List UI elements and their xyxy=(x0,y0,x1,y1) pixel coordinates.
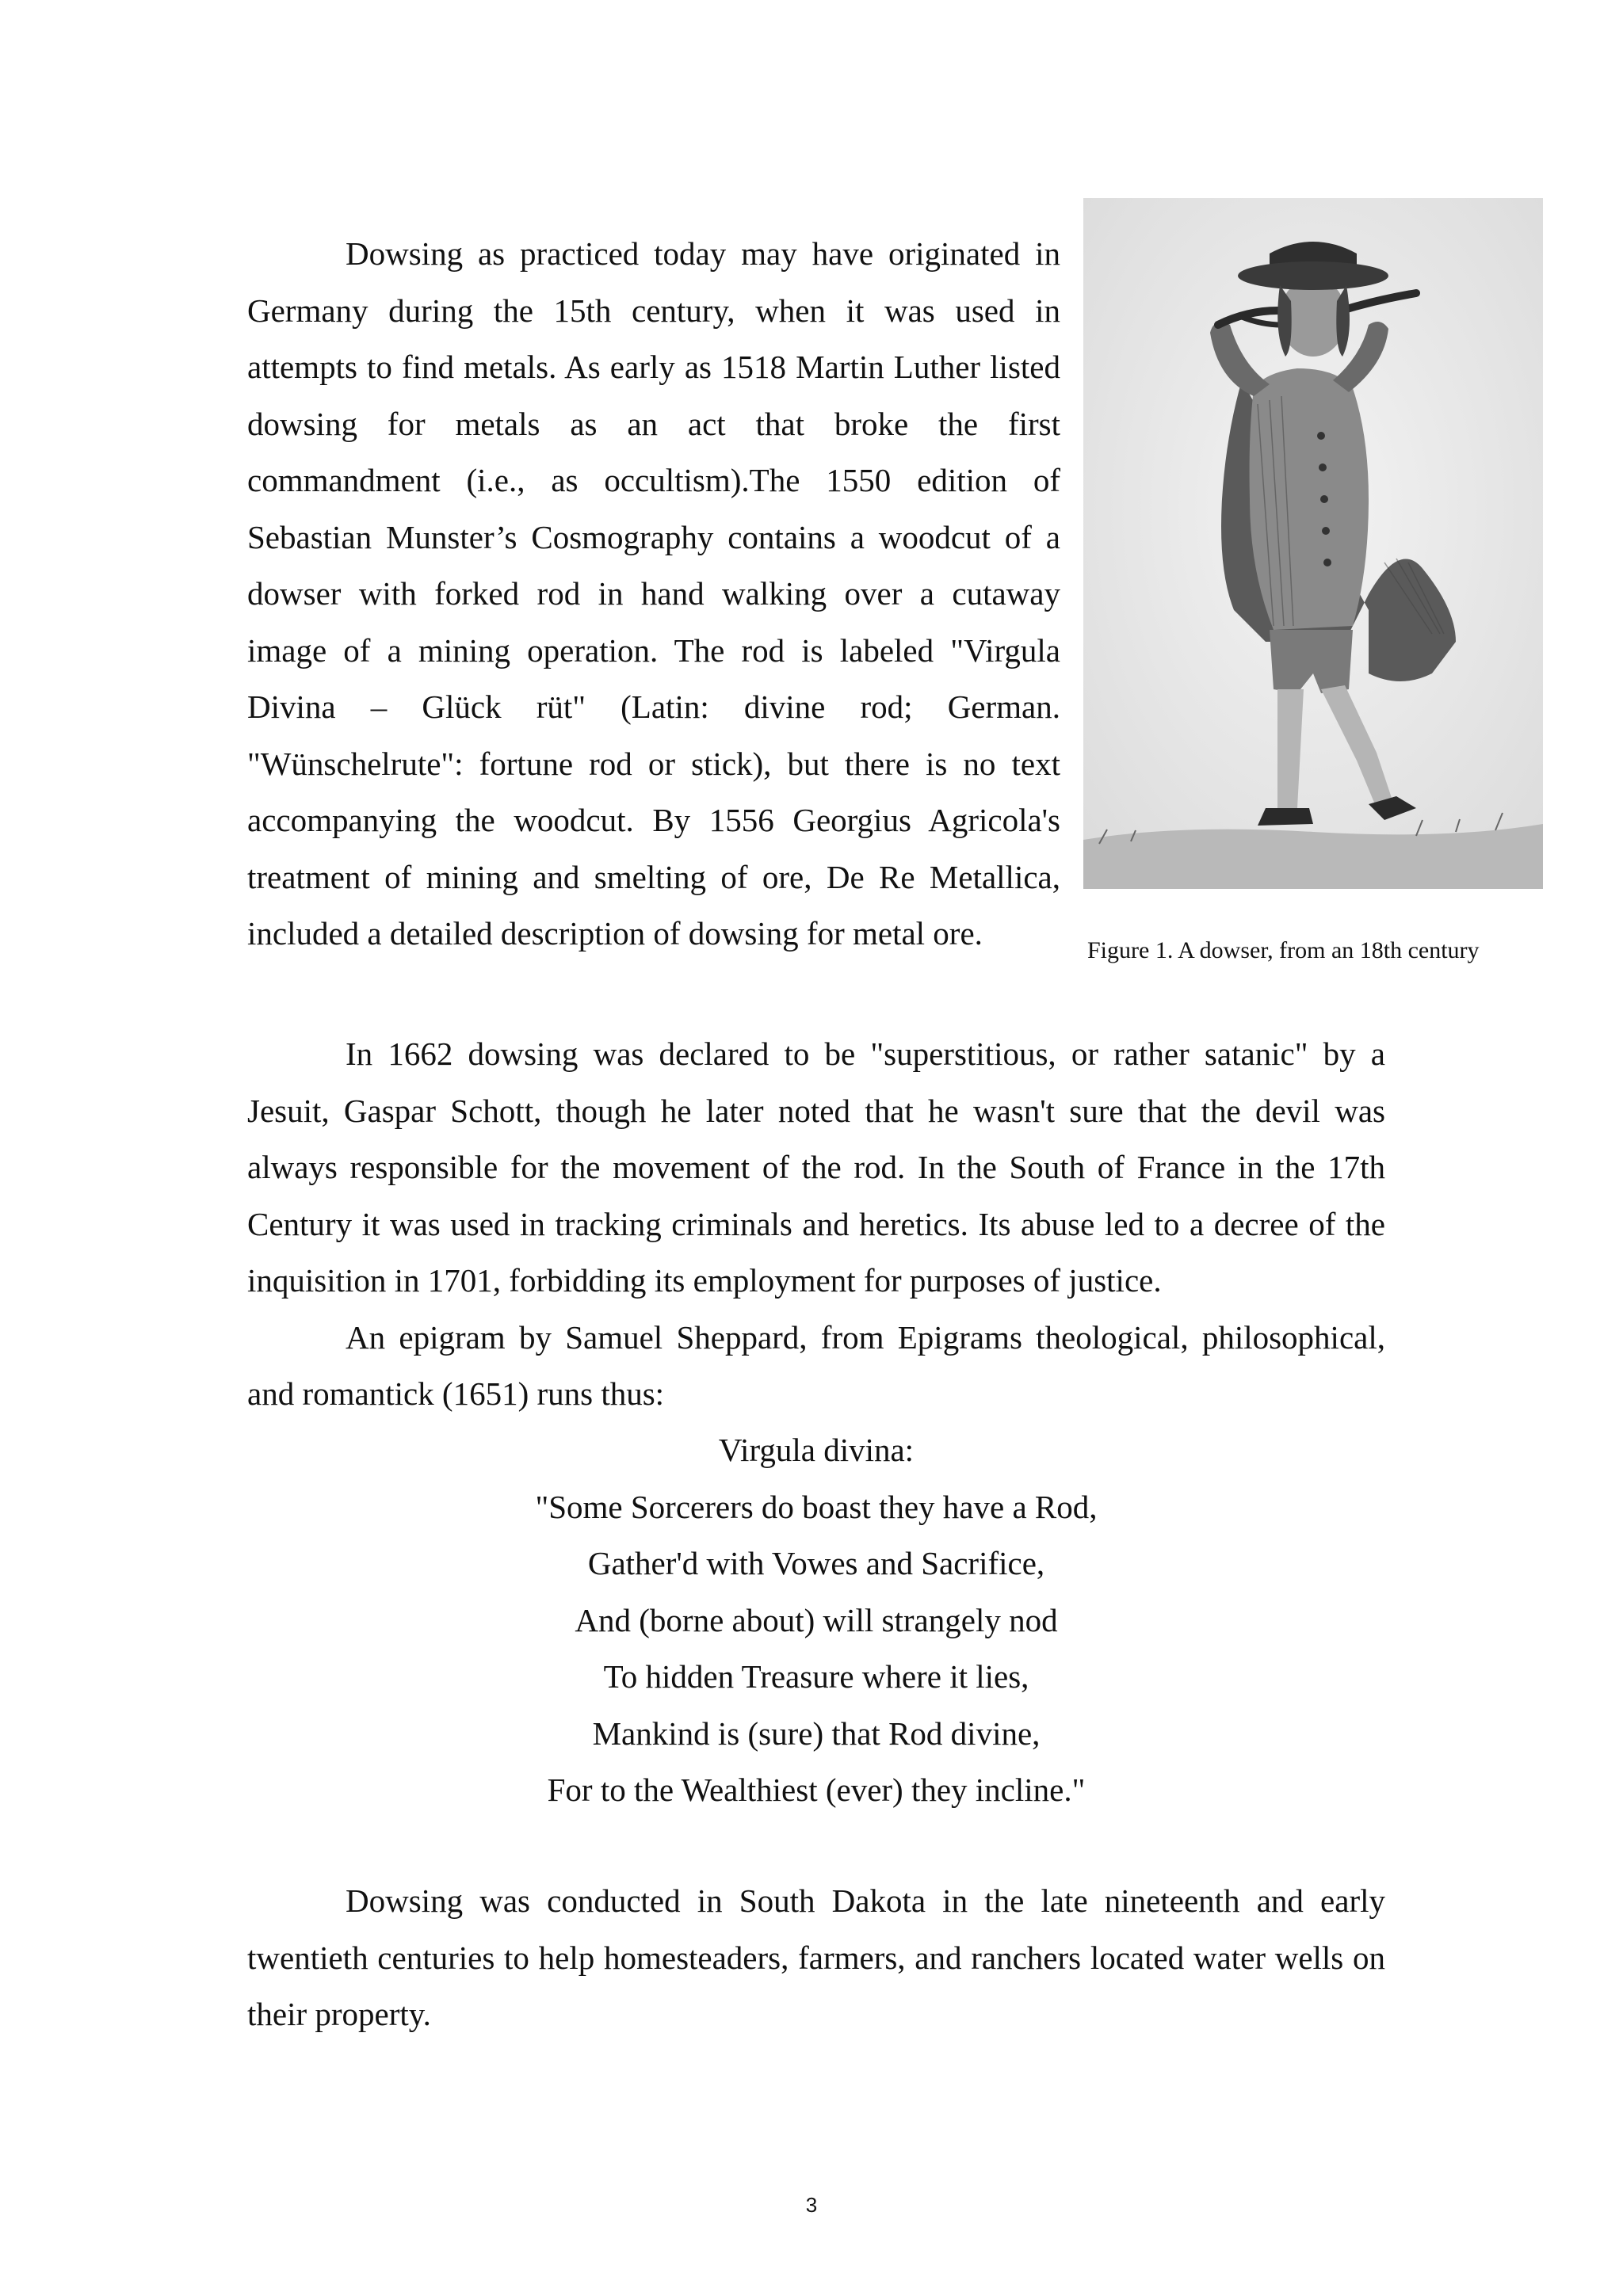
paragraph-south-dakota: Dowsing was conducted in South Dakota in the late nineteenth and early twentieth centuries to help homesteaders, farmers, and ranchers located water wells on their property. xyxy=(247,1882,1385,2032)
dowser-engraving-image xyxy=(1083,198,1543,889)
dowser-illustration xyxy=(1083,198,1543,889)
poem-line: Gather'd with Vowes and Sacrifice, xyxy=(587,1545,1045,1581)
epigram-poem xyxy=(247,1422,1385,1819)
poem-line: Virgula divina: xyxy=(718,1432,915,1468)
paragraph-epigram-intro: An epigram by Samuel Sheppard, from Epigrams theological, philosophical, and romantick (1651) runs thus: xyxy=(247,1318,1385,1412)
page-number: 3 xyxy=(805,2193,818,2217)
figure-caption: Figure 1. A dowser, from an 18th century xyxy=(1087,937,1480,963)
poem-line: To hidden Treasure where it lies, xyxy=(603,1658,1029,1695)
poem-line: Mankind is (sure) that Rod divine, xyxy=(592,1714,1041,1752)
poem-line: For to the Wealthiest (ever) they incline." xyxy=(547,1772,1086,1808)
paragraph-1662: In 1662 dowsing was declared to be "superstitious, or rather satanic" by a Jesuit, Gaspar Schott, though he later noted that he wasn't sure that the devil was always responsible for the movement of the rod. In the South of France in the 17th Century it was used in tracking criminals and heretics. Its abuse led to a decree of the inquisition in 1701, forbidding its employment for purposes of justice. xyxy=(247,1035,1385,1299)
body-section xyxy=(247,1026,1385,1423)
poem-line: "Some Sorcerers do boast they have a Rod, xyxy=(535,1488,1098,1525)
poem-line: And (borne about) will strangely nod xyxy=(575,1601,1058,1638)
paragraph-dowsing-origins: Dowsing as practiced today may have originated in Germany during the 15th century, when it was used in attempts to find metals. As early as 1518 Martin Luther listed dowsing for metals as an act that broke the first commandment (i.e., as occultism).The 1550 edition of Sebastian Munster’s Cosmography contains a woodcut of a dowser with forked rod in hand walking over a cutaway image of a mining operation. The rod is labeled "Virgula Divina – Glück rüt" (Latin: divine rod; German. "Wünschelrute": fortune rod or stick), but there is no text accompanying the woodcut. By 1556 Georgius Agricola's treatment of mining and smelting of ore, De Re Metallica, included a detailed description of dowsing for metal ore. xyxy=(247,235,1060,952)
